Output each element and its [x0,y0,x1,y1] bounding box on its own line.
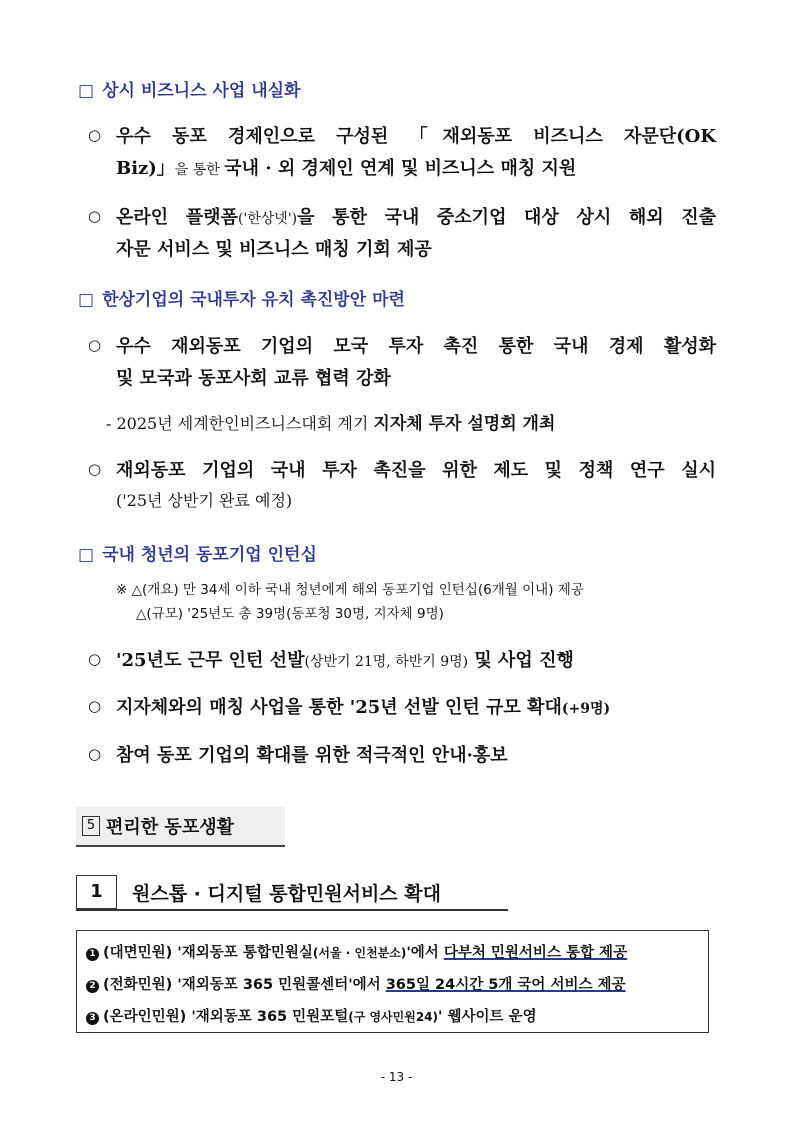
subsection-number: 1 [76,875,117,909]
bullet-circle-icon: ○ [88,336,102,354]
section-heading-investment: □ 한상기업의 국내투자 유치 촉진방안 마련 [78,290,405,310]
bullet-circle-icon: ○ [88,697,102,715]
bullet-circle-icon: ○ [88,460,102,478]
section-heading-business: □ 상시 비즈니스 사업 내실화 [78,81,301,101]
bullet-okbiz-line1: 우수 동포 경제인으로 구성된 「재외동포 비즈니스 자문단(OK [116,126,716,147]
checkbox-square-icon: □ [78,81,95,101]
subsection-heading [76,875,508,911]
bullet-okbiz-line2: Biz)」을 통한 국내 · 외 경제인 연계 및 비즈니스 매칭 지원 [116,158,577,179]
subsection-title: 원스톱 · 디지털 통합민원서비스 확대 [132,883,441,905]
bullet-circle-icon: ○ [88,745,102,763]
bullet-intern-selection: '25년도 근무 인턴 선발(상반기 21명, 하반기 9명) 및 사업 진행 [116,650,574,671]
summary-box [76,930,709,1033]
note-overview: ※ △(개요) 만 34세 이하 국내 청년에게 해외 동포기업 인턴십(6개월 이내) 제공 [116,582,584,598]
bullet-research-line1: 재외동포 기업의 국내 투자 촉진을 위한 제도 및 정책 연구 실시 [116,460,716,481]
section-heading-internship: □ 국내 청년의 동포기업 인턴십 [78,545,317,565]
number-circle-icon: 1 [86,948,99,961]
bullet-circle-icon: ○ [88,207,102,225]
summary-item-in-person: 1 (대면민원) '재외동포 통합민원실(서울 · 인천분소)'에서 다부처 민원서비스 통합 제공 [86,941,627,962]
chapter-heading: 5 편리한 동포생활 [76,807,285,847]
bullet-intern-expansion: 지자체와의 매칭 사업을 통한 '25년 선발 인턴 규모 확대(+9명) [116,697,611,718]
summary-item-phone: 2 (전화민원) '재외동포 365 민원콜센터'에서 365일 24시간 5개 국어 서비스 제공 [86,973,626,994]
checkbox-square-icon: □ [78,290,95,310]
page-number: - 13 - [380,1070,413,1084]
dash-item-conference: - 2025년 세계한인비즈니스대회 계기 지자체 투자 설명회 개최 [106,414,556,434]
chapter-number: 5 [82,816,100,836]
number-circle-icon: 2 [86,980,99,993]
checkbox-square-icon: □ [78,545,95,565]
bullet-platform-line2: 자문 서비스 및 비즈니스 매칭 기회 제공 [116,239,432,260]
bullet-research-line2: ('25년 상반기 완료 예정) [116,491,293,510]
bullet-circle-icon: ○ [88,650,102,668]
summary-item-online: 3 (온라인민원) '재외동포 365 민원포털(구 영사민원24)' 웹사이트 운영 [86,1005,537,1026]
note-scale: △(규모) '25년도 총 39명(동포청 30명, 지자체 9명) [136,606,444,622]
bullet-investment-line2: 및 모국과 동포사회 교류 협력 강화 [116,368,391,389]
bullet-circle-icon: ○ [88,126,102,144]
bullet-investment-line1: 우수 재외동포 기업의 모국 투자 촉진 통한 국내 경제 활성화 [116,336,716,357]
bullet-platform-line1: 온라인 플랫폼('한상넷')을 통한 국내 중소기업 대상 상시 해외 진출 [116,207,716,228]
bullet-promotion: 참여 동포 기업의 확대를 위한 적극적인 안내·홍보 [116,745,508,766]
number-circle-icon: 3 [86,1012,99,1025]
